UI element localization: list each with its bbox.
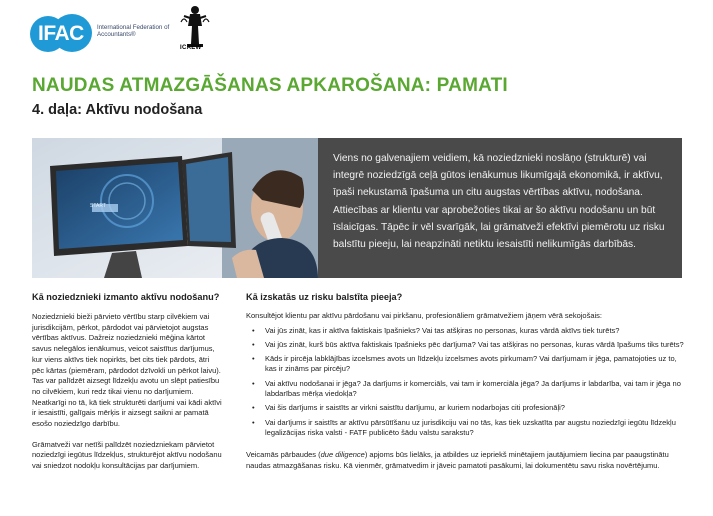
hero-text: Viens no galvenajiem veidiem, kā noziedznieki noslāņo (strukturē) vai integrē noziedzīgā ceļā gūtos ienākumus likumīgajā ekonomikā, ir aktīvu, īpaši nekustamā īpašuma un citu augstas vērtības aktīvu, nodošana. Attiecības ar klientu var aprobežoties tikai ar šo aktīvu nodošanu un būt īslaicīgas. Tāpēc ir vēl svarīgāk, lai grāmatveži efektīvi piemērotu uz risku balstītu pieeju, lai neapzināti netiktu iesaistīti nelikumīgās darbībās. bbox=[333, 153, 665, 251]
hero-image-button: START bbox=[90, 203, 106, 209]
page-title: NAUDAS ATMAZGĀŠANAS APKAROŠANA: PAMATI bbox=[32, 75, 508, 96]
outro-prefix: Veicamās pārbaudes ( bbox=[246, 450, 321, 460]
list-item: • Vai jūs zināt, kurš būs aktīva faktiskais īpašnieks pēc darījuma? Vai tas atšķiras no personas, kuras vārdā īpašums tiks turēts? bbox=[246, 340, 686, 350]
list-item: • Kāds ir pircēja labklājības izcelsmes avots un līdzekļu izcelsmes avots pirkumam? Vai darījumam ir jēga, pamatojoties uz to, kas ir zināms par pircēju? bbox=[246, 354, 686, 375]
ifac-logo-mark bbox=[30, 14, 94, 52]
subtitle-separator: : bbox=[77, 102, 82, 118]
ifac-logo bbox=[30, 14, 170, 52]
ifac-logo-text: IFAC bbox=[38, 22, 84, 45]
right-column-heading: Kā izskatās uz risku balstīta pieeja? bbox=[246, 292, 403, 302]
left-column bbox=[32, 292, 222, 472]
list-item: • Vai darījums ir saistīts ar aktīvu pārsūtīšanu uz jurisdikciju vai no tās, kas tiek uzskatīta par augstu noziedzīgi iegūtu līdzekļu legalizācijas riska valsti - FATF publicēto šādu valstu sarakstu? bbox=[246, 418, 686, 439]
left-column-heading: Kā noziedznieki izmanto aktīvu nodošanu? bbox=[32, 292, 220, 302]
right-outro bbox=[246, 450, 686, 471]
hero-image bbox=[32, 138, 318, 278]
left-paragraph-2: Grāmatveži var netīši palīdzēt noziedzniekam pārvietot noziedzīgi iegūtus līdzekļus, strukturējot aktīvu nodošanu vai sniedzot nodokļu konsultācijas par darījumiem. bbox=[32, 439, 222, 471]
list-item: • Vai jūs zināt, kas ir aktīva faktiskais īpašnieks? Vai tas atšķiras no personas, kuras vārdā aktīvs tiek turēts? bbox=[246, 326, 686, 336]
subtitle-topic: Aktīvu nodošana bbox=[81, 102, 203, 118]
outro-suffix: ) apjoms būs lielāks, ja atbildes uz iepriekš minētajiem jautājumiem liecina par paaugstinātu naudas atmazgāšanas risku. Kā vienmēr, grāmatvedim ir jāveic pamatoti pasākumi, lai dokumentētu savu riska novērtējumu. bbox=[246, 450, 669, 470]
icaew-logo-text: ICAEW bbox=[180, 45, 202, 51]
page-subtitle bbox=[32, 102, 202, 118]
right-column bbox=[246, 292, 686, 471]
left-paragraph-1: Noziedznieki bieži pārvieto vērtību starp cilvēkiem vai jurisdikcijām, pērkot, pārdodot vai pārvietojot augstas vērtības aktīvus. Dažreiz noziedznieki mēģina kārtot savus nelegālos ienākumus, veicot saistītus darījumus, kur viens aktīvs tiek nopirkts, bet cits tiek pārdots, ātri pēc kārtas (piemēram, pārdodot dzīvokli un pērkot laivu). Tas var palīdzēt aizsegt līdzekļu avotu un slēpt patiesību no cilvēkiem, kuri redz tikai vienu no darījumiem. Neatkarīgi no tā, kā tiek strukturēti darījumi vai kādi aktīvi ir iesaistīti, galīgais mērķis ir aizsegt saikni ar pamatā esošo noziedzīgo darbību. bbox=[32, 312, 222, 429]
risk-question-list bbox=[246, 326, 686, 439]
outro-italic: due diligence bbox=[320, 450, 365, 460]
ifac-logo-subtext: International Federation of Accountants® bbox=[97, 24, 170, 38]
list-item: • Vai aktīvu nodošanai ir jēga? Ja darījums ir komerciāls, vai tam ir komerciāla jēga? Ja darījums ir labdarība, vai tam ir jēga no labdarības mērķa viedokļa? bbox=[246, 379, 686, 400]
subtitle-part: 4. daļa bbox=[32, 102, 78, 118]
hero-text-box bbox=[318, 138, 682, 278]
right-intro: Konsultējot klientu par aktīvu pārdošanu vai pirkšanu, profesionāliem grāmatvežiem jāņem vērā sekojošais: bbox=[246, 311, 603, 320]
hero-banner bbox=[32, 138, 682, 278]
list-item: • Vai šis darījums ir saistīts ar virkni saistītu darījumu, ar kuriem nodarbojas citi profesionāļi? bbox=[246, 403, 686, 413]
